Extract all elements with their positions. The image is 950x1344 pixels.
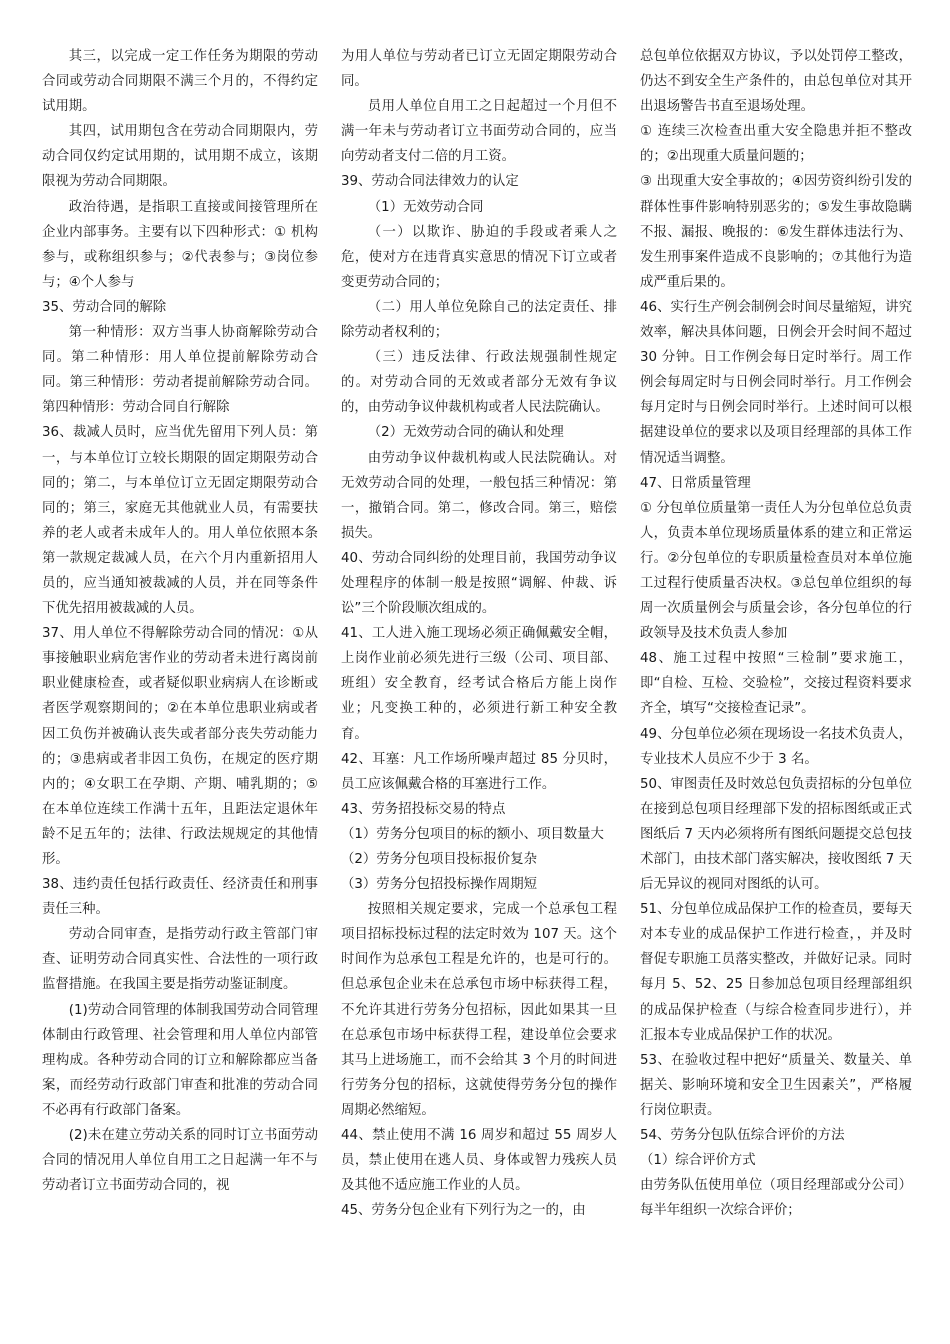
paragraph: 员用人单位自用工之日起超过一个月但不满一年未与劳动者订立书面劳动合同的，应当向劳动者支付二倍的月工资。 [341,99,617,165]
paragraph: （2）无效劳动合同的确认和处理 [367,425,564,441]
paragraph: 总包单位依据双方协议，予以处罚停工整改，仍达不到安全生产条件的，由总包单位对其开出退场警告书直至退场处理。 [640,49,912,115]
paragraph: 为用人单位与劳动者已订立无固定期限劳动合同。 [341,49,617,90]
paragraph: 51、分包单位成品保护工作的检查员，要每天对本专业的成品保护工作进行检查，，并及时督促专职施工员落实整改，并做好记录。同时每月 5、52、25 日参加总包项目经理部组织的成品保护检查（与综合检查同步进行），并汇报本专业成品保护工作的状况。 [640,902,912,1043]
paragraph: 48、施工过程中按照“三检制”要求施工，即“自检、互检、交验检”，交接过程资料要求齐全，填写“交接检查记录”。 [640,651,912,717]
paragraph: ③ 出现重大安全事故的；④因劳资纠纷引发的群体性事件影响特别恶劣的；⑤发生事故隐瞒不报、漏报、晚报的：⑥发生群体违法行为、发生刑事案件造成不良影响的；⑦其他行为造成严重后果的。 [640,174,912,290]
paragraph: 41、工人进入施工现场必须正确佩戴安全帽，上岗作业前必须先进行三级（公司、项目部、班组）安全教育，经考试合格后方能上岗作业；凡变换工种的，必须进行新工种安全教育。 [341,626,617,742]
paragraph: 其四，试用期包含在劳动合同期限内，劳动合同仅约定试用期的，试用期不成立，该期限视为劳动合同期限。 [42,124,318,190]
paragraph: 44、禁止使用不满 16 周岁和超过 55 周岁人员，禁止使用在逃人员、身体或智力残疾人员及其他不适应施工作业的人员。 [341,1128,617,1194]
paragraph: 53、在验收过程中把好“质量关、数量关、单据关、影响环境和安全卫生因素关”，严格履行岗位职责。 [640,1052,912,1118]
paragraph: 按照相关规定要求，完成一个总承包工程项目招标投标过程的法定时效为 107 天。这个时间作为总承包工程是允许的，也是可行的。但总承包企业未在总承包市场中标获得工程，不允许其进行劳务分包招标，因此如果其一旦在总承包市场中标获得工程，建设单位会要求其马上进场施工，而不会给其 3 个月的时间进行劳务分包的招标，这就使得劳务分包的操作周期必然缩短。 [341,902,617,1118]
paragraph: 45、劳务分包企业有下列行为之一的，由 [341,1203,586,1219]
paragraph: 政治待遇，是指职工直接或间接管理所在企业内部事务。主要有以下四种形式：① 机构参与，或称组织参与；②代表参与；③岗位参与；④个人参与 [42,199,318,290]
paragraph: (2)未在建立劳动关系的同时订立书面劳动合同的情况用人单位自用工之日起满一年不与劳动者订立书面劳动合同的，视 [42,1128,318,1194]
paragraph: 36、裁减人员时，应当优先留用下列人员：第一，与本单位订立较长期限的固定期限劳动合同的；第二，与本单位订立无固定期限劳动合同的；第三，家庭无其他就业人员，有需要扶养的老人或者未成年人的。用人单位依照本条第一款规定裁减人员，在六个月内重新招用人员的，应当通知被裁减的人员，并在同等条件下优先招用被裁减的人员。 [42,425,318,617]
paragraph: 50、审图责任及时效总包负责招标的分包单位在接到总包项目经理部下发的招标图纸或正式图纸后 7 天内必须将所有图纸问题提交总包技术部门，由技术部门落实解决，接收图纸 7 天后无异议的视同对图纸的认可。 [640,776,912,893]
paragraph: 其三，以完成一定工作任务为期限的劳动合同或劳动合同期限不满三个月的，不得约定试用期。 [42,49,318,115]
paragraph: 35、劳动合同的解除 [42,299,167,315]
paragraph: 38、违约责任包括行政责任、经济责任和刑事责任三种。 [42,877,318,918]
paragraph: 46、实行生产例会制例会时间尽量缩短，讲究效率，解决具体问题，日例会开会时间不超过 30 分钟。日工作例会每日定时举行。周工作例会每周定时与日例会同时举行。月工作例会每月定时与日例会同时举行。上述时间可以根据建设单位的要求以及项目经理部的具体工作情况适当调整。 [640,299,912,466]
paragraph: （3）劳务分包招投标操作周期短 [341,877,537,893]
paragraph: 39、劳动合同法律效力的认定 [341,174,519,190]
paragraph: 第一种情形：双方当事人协商解除劳动合同。第二种情形：用人单位提前解除劳动合同。第三种情形：劳动者提前解除劳动合同。第四种情形：劳动合同自行解除 [42,325,318,416]
paragraph: ① 分包单位质量第一责任人为分包单位总负责人，负责本单位现场质量体系的建立和正常运行。②分包单位的专职质量检查员对本单位施工过程行使质量否决权。③总包单位组织的每周一次质量例会与质量会诊，各分包单位的行政领导及技术负责人参加 [640,500,912,642]
column-left [42,44,318,1198]
paragraph: （1）劳务分包项目的标的额小、项目数量大 [341,826,604,842]
paragraph: ① 连续三次检查出重大安全隐患并拒不整改的；②出现重大质量问题的； [640,124,912,165]
paragraph: 43、劳务招投标交易的特点 [341,801,506,817]
paragraph: （三）违反法律、行政法规强制性规定的。对劳动合同的无效或者部分无效有争议的，由劳动争议仲裁机构或者人民法院确认。 [341,350,617,416]
paragraph: （2）劳务分包项目投标报价复杂 [341,852,537,867]
paragraph: 49、分包单位必须在现场设一名技术负责人，专业技术人员应不少于 3 名。 [640,726,912,767]
paragraph: 由劳务队伍使用单位（项目经理部或分公司）每半年组织一次综合评价； [640,1178,912,1219]
paragraph: 42、耳塞：凡工作场所噪声超过 85 分贝时，员工应该佩戴合格的耳塞进行工作。 [341,751,617,792]
paragraph: 47、日常质量管理 [640,475,751,491]
column-right [640,44,912,1223]
paragraph: （二）用人单位免除自己的法定责任、排除劳动者权利的； [341,299,617,341]
column-middle [341,44,617,1223]
paragraph: 劳动合同审查，是指劳动行政主管部门审查、证明劳动合同真实性、合法性的一项行政监督措施。在我国主要是指劳动鉴证制度。 [42,927,318,993]
paragraph: 54、劳务分包队伍综合评价的方法 [640,1128,845,1144]
paragraph: （1）综合评价方式 [640,1153,756,1169]
paragraph: 由劳动争议仲裁机构或人民法院确认。对无效劳动合同的处理，一般包括三种情况：第一，撤销合同。第二，修改合同。第三，赔偿损失。 [341,450,617,541]
paragraph: 37、用人单位不得解除劳动合同的情况：①从事接触职业病危害作业的劳动者未进行离岗前职业健康检查，或者疑似职业病病人在诊断或者医学观察期间的；②在本单位患职业病或者因工负伤并被确认丧失或者部分丧失劳动能力的；③患病或者非因工负伤，在规定的医疗期内的；④女职工在孕期、产期、哺乳期的；⑤在本单位连续工作满十五年，且距法定退休年龄不足五年的；法律、行政法规规定的其他情形。 [42,626,318,867]
paragraph: (1)劳动合同管理的体制我国劳动合同管理体制由行政管理、社会管理和用人单位内部管理构成。各种劳动合同的订立和解除都应当备案，而经劳动行政部门审查和批准的劳动合同不必再有行政部门备案。 [42,1002,318,1118]
paragraph: 40、劳动合同纠纷的处理目前，我国劳动争议处理程序的体制一般是按照“调解、仲裁、诉讼”三个阶段顺次组成的。 [341,550,617,617]
paragraph: （1）无效劳动合同 [367,199,484,215]
paragraph: （一）以欺诈、胁迫的手段或者乘人之危，使对方在违背真实意思的情况下订立或者变更劳动合同的； [341,224,617,290]
